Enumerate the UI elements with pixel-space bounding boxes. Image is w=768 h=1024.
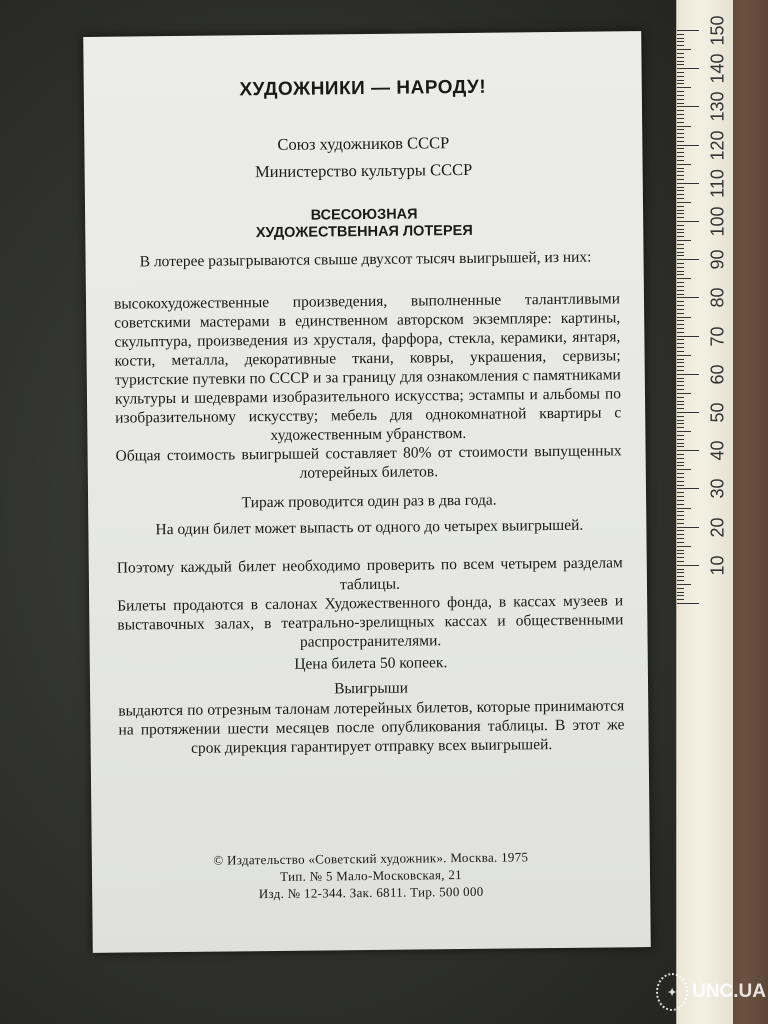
ruler-label: 20 xyxy=(707,517,728,538)
ruler-tick xyxy=(677,588,684,589)
ruler-tick xyxy=(677,446,684,447)
ruler-tick xyxy=(677,175,684,176)
ruler-tick xyxy=(677,569,684,570)
ruler-tick xyxy=(677,458,684,459)
ruler-tick xyxy=(677,576,684,577)
ruler-tick xyxy=(677,290,684,291)
ruler-tick xyxy=(677,164,691,165)
ruler-tick xyxy=(677,232,684,233)
ruler-tick xyxy=(677,511,684,512)
ruler-tick xyxy=(677,160,684,161)
card-title: ХУДОЖНИКИ — НАРОДУ! xyxy=(239,76,487,101)
ruler-tick xyxy=(677,572,684,573)
imprint-printing-house: Тип. № 5 Мало-Московская, 21 xyxy=(280,867,462,884)
ruler-tick xyxy=(677,41,684,42)
ticket-price: Цена билета 50 копеек. xyxy=(294,654,448,673)
watermark-text: UNC.UA xyxy=(692,981,766,1002)
ruler-tick xyxy=(677,297,699,298)
ruler-tick xyxy=(677,171,684,172)
ruler-tick xyxy=(677,546,691,547)
total-value-paragraph: Общая стоимость выигрышей составляет 80% от стоимости выпущенных лотерейных билетов. xyxy=(115,442,622,482)
ruler-tick xyxy=(677,527,699,528)
ruler-tick xyxy=(677,401,684,402)
ruler-tick xyxy=(677,485,684,486)
ruler-tick xyxy=(677,137,684,138)
lottery-card xyxy=(83,31,651,953)
ruler-tick xyxy=(677,496,684,497)
org-artists-union: Союз художников СССР xyxy=(277,133,450,154)
one-ticket-paragraph: На один билет может выпасть от одного до четырех выигрышей. xyxy=(155,516,584,539)
ruler-tick xyxy=(677,183,699,184)
ruler xyxy=(676,0,733,1024)
winnings-heading: Выигрыши xyxy=(334,679,409,698)
check-paragraph: Поэтому каждый билет необходимо проверить по всем четырем разделам таблицы. xyxy=(116,554,623,594)
ruler-tick xyxy=(677,351,684,352)
winnings-paragraph: выдаются по отрезным талонам лотерейных билетов, которые принимаются на протяжении шести месяцев после опубликования таблицы. В этот же срок дирекция гарантирует отправку всех выигрышей. xyxy=(118,697,625,757)
ruler-tick xyxy=(677,274,684,275)
ruler-tick xyxy=(677,106,699,107)
ruler-tick xyxy=(677,374,699,375)
ruler-tick xyxy=(677,381,684,382)
intro-paragraph: В лотерее разыгрываются свыше двухсот тысяч выигрышей, из них: xyxy=(139,248,592,271)
ruler-tick xyxy=(677,538,684,539)
ruler-tick xyxy=(677,53,684,54)
ruler-tick xyxy=(677,313,684,314)
ruler-tick xyxy=(677,599,684,600)
ruler-tick xyxy=(677,118,684,119)
ruler-tick xyxy=(677,156,684,157)
ruler-tick xyxy=(677,252,684,253)
org-ministry-culture: Министерство культуры СССР xyxy=(254,159,473,182)
ruler-tick xyxy=(677,217,684,218)
ruler-tick xyxy=(677,236,684,237)
ruler-tick xyxy=(677,61,684,62)
ruler-tick xyxy=(677,504,684,505)
ruler-tick xyxy=(677,294,684,295)
imprint-publisher: © Издательство «Советский художник». Москва. 1975 xyxy=(213,849,529,868)
ruler-tick xyxy=(677,359,684,360)
ruler-tick xyxy=(677,91,684,92)
ruler-tick xyxy=(677,492,684,493)
ruler-label: 10 xyxy=(707,555,728,576)
ruler-tick xyxy=(677,305,684,306)
ruler-tick xyxy=(677,225,684,226)
ruler-tick xyxy=(677,129,684,130)
ruler-tick xyxy=(677,362,684,363)
ruler-tick xyxy=(677,469,691,470)
ruler-label: 140 xyxy=(707,53,728,84)
ruler-tick xyxy=(677,355,691,356)
ruler-tick xyxy=(677,431,691,432)
ruler-tick xyxy=(677,301,684,302)
prizes-paragraph: высокохудожественные произведения, выполненные талантливыми советскими мастерами в единственном авторском экземпляре: картины, скульптура, произведения из хрусталя, фарфора, стекла, керамики, янтаря, кости, металла, декоративные ткани, ковры, украшения, сервизы; туристские путевки по СССР и за границу для ознакомления с памятниками культуры и шедеврами изобразительного искусства; эстампы и альбомы по изобразительному искусству; мебель для однокомнатной квартиры с художественным убранством. xyxy=(113,290,622,445)
ruler-tick xyxy=(677,393,691,394)
ruler-tick xyxy=(677,477,684,478)
ruler-tick xyxy=(677,332,684,333)
ruler-tick xyxy=(677,370,684,371)
ruler-tick xyxy=(677,420,684,421)
ruler-tick xyxy=(677,462,684,463)
ruler-tick xyxy=(677,336,699,337)
lottery-heading-line-2: ХУДОЖЕСТВЕННАЯ ЛОТЕРЕЯ xyxy=(255,222,473,242)
ruler-tick xyxy=(677,592,684,593)
ruler-tick xyxy=(677,385,684,386)
ruler-tick xyxy=(677,508,691,509)
ruler-tick xyxy=(677,534,684,535)
ruler-tick xyxy=(677,343,684,344)
imprint-edition: Изд. № 12-344. Зак. 6811. Тир. 500 000 xyxy=(258,883,484,902)
ruler-tick xyxy=(677,328,684,329)
ruler-tick xyxy=(677,34,684,35)
ruler-tick xyxy=(677,404,684,405)
ruler-label: 70 xyxy=(707,326,728,347)
ruler-tick xyxy=(677,87,691,88)
ruler-tick xyxy=(677,95,684,96)
ruler-tick xyxy=(677,38,684,39)
ruler-label: 80 xyxy=(707,287,728,308)
ruler-tick xyxy=(677,557,684,558)
ruler-label: 90 xyxy=(707,249,728,270)
draw-frequency: Тираж проводится один раз в два года. xyxy=(241,491,497,512)
ruler-tick xyxy=(677,267,684,268)
ruler-tick xyxy=(677,57,684,58)
ruler-tick xyxy=(677,271,684,272)
ruler-tick xyxy=(677,500,684,501)
ruler-label: 50 xyxy=(707,402,728,423)
ruler-label: 130 xyxy=(707,91,728,122)
ruler-tick xyxy=(677,519,684,520)
ruler-label: 40 xyxy=(707,440,728,461)
ruler-tick xyxy=(677,179,684,180)
ruler-label: 60 xyxy=(707,364,728,385)
ruler-tick xyxy=(677,103,684,104)
ruler-tick xyxy=(677,99,684,100)
ruler-tick xyxy=(677,412,699,413)
ruler-tick xyxy=(677,122,684,123)
ruler-tick xyxy=(677,553,684,554)
sales-paragraph: Билеты продаются в салонах Художественного фонда, в кассах музеев и выставочных залах, в театрально-зрелищных кассах и общественными распространителями. xyxy=(117,592,624,651)
ruler-label: 150 xyxy=(707,15,728,46)
ruler-tick xyxy=(677,309,684,310)
ruler-label: 100 xyxy=(707,206,728,237)
ruler-tick xyxy=(677,110,684,111)
ruler-tick xyxy=(677,168,684,169)
ruler-tick xyxy=(677,561,684,562)
ruler-tick xyxy=(677,282,684,283)
ruler-tick xyxy=(677,324,684,325)
ruler-tick xyxy=(677,49,691,50)
ruler-tick xyxy=(677,523,684,524)
ruler-tick xyxy=(677,80,684,81)
ruler-tick xyxy=(677,114,684,115)
ruler-tick xyxy=(677,530,684,531)
ruler-tick xyxy=(677,145,699,146)
ruler-tick xyxy=(677,244,684,245)
ruler-tick xyxy=(677,366,684,367)
ruler-tick xyxy=(677,515,684,516)
ruler-tick xyxy=(677,221,699,222)
lottery-heading-line-1: ВСЕСОЮЗНАЯ xyxy=(310,206,418,224)
ruler-tick xyxy=(677,397,684,398)
ruler-tick xyxy=(677,454,684,455)
ruler-tick xyxy=(677,450,699,451)
ruler-tick xyxy=(677,416,684,417)
ruler-tick xyxy=(677,423,684,424)
ruler-tick xyxy=(677,389,684,390)
ruler-tick xyxy=(677,317,691,318)
ruler-label: 120 xyxy=(707,130,728,161)
ruler-tick xyxy=(677,435,684,436)
ruler-tick xyxy=(677,126,691,127)
ruler-tick xyxy=(677,72,684,73)
ruler-tick xyxy=(677,190,684,191)
ruler-tick xyxy=(677,580,684,581)
ruler-tick xyxy=(677,68,699,69)
ruler-tick xyxy=(677,603,699,604)
ruler-tick xyxy=(677,30,699,31)
ruler-tick xyxy=(677,152,684,153)
ruler-tick xyxy=(677,347,684,348)
ruler-tick xyxy=(677,133,684,134)
ruler-tick xyxy=(677,488,699,489)
ruler-tick xyxy=(677,76,684,77)
ruler-tick xyxy=(677,240,691,241)
ruler-tick xyxy=(677,320,684,321)
ruler-label: 30 xyxy=(707,478,728,499)
ruler-tick xyxy=(677,187,684,188)
ruler-tick xyxy=(677,565,699,566)
ruler-tick xyxy=(677,378,684,379)
ruler-tick xyxy=(677,408,684,409)
ruler-tick xyxy=(677,83,684,84)
seal-icon: ✦ xyxy=(656,973,688,1011)
ruler-tick xyxy=(677,64,684,65)
ruler-tick xyxy=(677,339,684,340)
ruler-tick xyxy=(677,202,691,203)
ruler-tick xyxy=(677,595,684,596)
watermark xyxy=(656,968,766,1016)
ruler-tick xyxy=(677,206,684,207)
ruler-tick xyxy=(677,148,684,149)
ruler-tick xyxy=(677,473,684,474)
ruler-tick xyxy=(677,194,684,195)
ruler-tick xyxy=(677,286,684,287)
ruler-tick xyxy=(677,210,684,211)
ruler-tick xyxy=(677,427,684,428)
ruler-tick xyxy=(677,229,684,230)
ruler-tick xyxy=(677,45,684,46)
ruler-tick xyxy=(677,198,684,199)
ruler-tick xyxy=(677,255,684,256)
ruler-tick xyxy=(677,259,699,260)
ruler-tick xyxy=(677,439,684,440)
ruler-tick xyxy=(677,248,684,249)
ruler-tick xyxy=(677,263,684,264)
ruler-tick xyxy=(677,141,684,142)
ruler-tick xyxy=(677,542,684,543)
ruler-tick xyxy=(677,481,684,482)
ruler-tick xyxy=(677,213,684,214)
ruler-tick xyxy=(677,584,691,585)
ruler-tick xyxy=(677,443,684,444)
ruler-tick xyxy=(677,278,691,279)
ruler-label: 110 xyxy=(707,168,728,198)
ruler-tick xyxy=(677,550,684,551)
ruler-tick xyxy=(677,465,684,466)
